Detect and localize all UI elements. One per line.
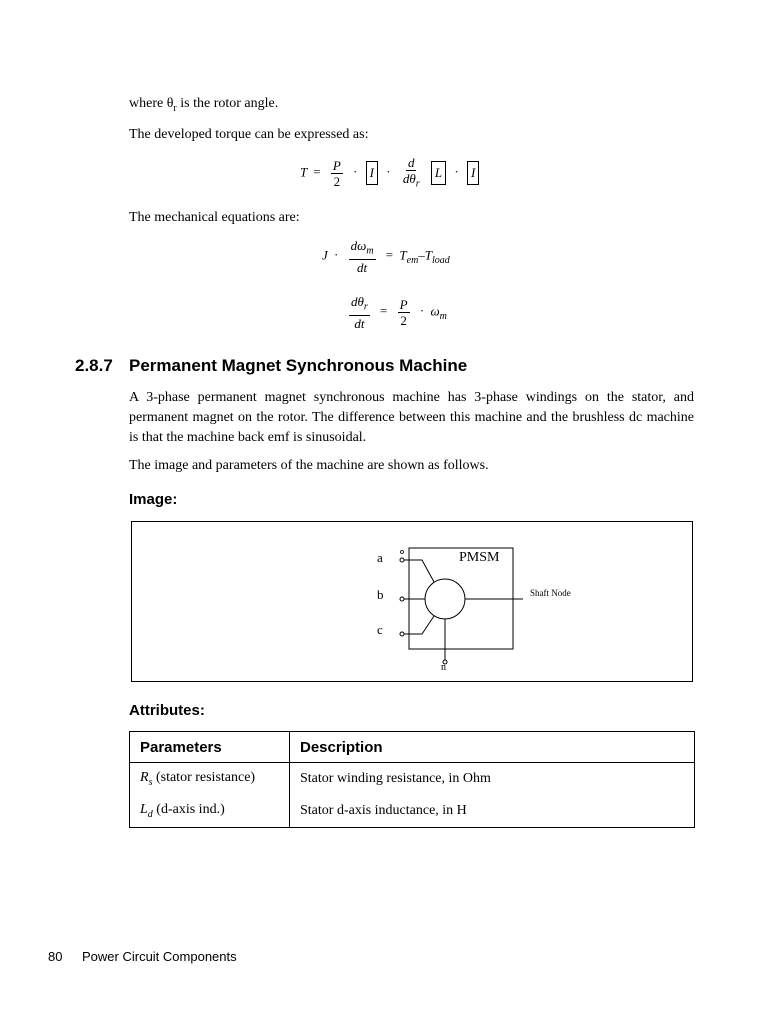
fraction-domega-dt (349, 238, 376, 275)
dtheta-sub: r (415, 178, 420, 190)
attributes-label: Attributes: (129, 702, 205, 719)
footer-page-number: 80 (48, 949, 63, 964)
where-prefix: where (129, 96, 167, 111)
param-cell (130, 763, 290, 796)
fraction-p-over-2 (398, 297, 410, 328)
header-parameters: Parameters (130, 732, 290, 763)
frac-den: dt (357, 259, 368, 275)
param-name: (d-axis ind.) (152, 802, 225, 818)
mechanical-intro: The mechanical equations are: (129, 210, 300, 225)
frac-num (349, 294, 370, 316)
rotor-angle-line (129, 94, 278, 119)
image-label: Image: (129, 491, 178, 508)
mechanical-equation-1 (322, 238, 450, 275)
t-em-sub: em (406, 254, 419, 266)
fraction-p-over-2 (331, 158, 343, 189)
param-name: (stator resistance) (152, 770, 256, 786)
frac-den: dt (354, 315, 365, 331)
header-description: Description (290, 732, 695, 763)
shaft-node-label: Shaft Node (530, 588, 571, 598)
frac-den: 2 (400, 312, 407, 328)
matrix-i-transpose: I (366, 161, 378, 185)
theta-subscript: r (173, 102, 177, 114)
desc-cell: Stator d-axis inductance, in H (290, 795, 695, 828)
fraction-d-dtheta (401, 155, 422, 192)
mult-dot: · (353, 164, 358, 180)
theta-symbol: θ (166, 96, 174, 111)
frac-den (401, 171, 422, 192)
desc-cell: Stator winding resistance, in Ohm (290, 763, 695, 796)
torque-intro: The developed torque can be expressed as: (129, 127, 369, 142)
frac-den: 2 (333, 173, 341, 189)
dtheta-sub: r (363, 301, 368, 313)
mult-dot: · (334, 247, 339, 263)
footer-title: Power Circuit Components (82, 949, 237, 964)
pmsm-diagram (132, 522, 692, 681)
frac-num (349, 238, 376, 260)
omega-sub: m (439, 310, 447, 322)
frac-num: P (332, 157, 341, 173)
inertia-j: J (322, 247, 328, 263)
section-paragraph-2: The image and parameters of the machine are shown as follows. (129, 458, 489, 473)
eq-equals: = (313, 164, 321, 180)
frac-num: d (407, 155, 415, 170)
torque-equation (300, 155, 481, 192)
pmsm-label: PMSM (459, 550, 500, 565)
domega: dω (350, 238, 367, 253)
param-symbol: R (140, 770, 149, 786)
matrix-l: L (431, 161, 446, 185)
domega-sub: m (366, 245, 374, 257)
fraction-dtheta-dt (349, 294, 370, 331)
terminal-c-label: c (377, 622, 383, 637)
terminal-a-dot (400, 558, 404, 562)
mult-dot: · (454, 164, 459, 180)
omega: ω (430, 303, 440, 319)
eq-equals: = (385, 247, 394, 263)
table-row (130, 763, 695, 796)
param-symbol-sub: d (147, 808, 153, 820)
mechanical-equation-2 (345, 294, 447, 331)
eq-equals: = (380, 303, 388, 319)
terminal-a-label: a (377, 550, 383, 565)
terminal-b-dot (400, 597, 404, 601)
table-header-row (130, 732, 695, 763)
where-suffix: is the rotor angle. (176, 96, 279, 111)
minus-sign: – (418, 247, 425, 263)
mult-dot: · (419, 303, 425, 319)
polarity-dot (401, 551, 404, 554)
matrix-i: I (467, 161, 479, 185)
attributes-table (129, 731, 695, 828)
rotor-circle (425, 579, 465, 619)
mult-dot: · (386, 164, 391, 180)
table-row (130, 795, 695, 828)
dtheta: dθ (402, 171, 416, 186)
section-title: Permanent Magnet Synchronous Machine (129, 356, 468, 375)
dtheta: dθ (351, 294, 364, 309)
t-em: T (399, 247, 407, 263)
t-load: T (424, 247, 433, 263)
section-paragraph-1: A 3-phase permanent magnet synchronous machine has 3-phase windings on the stator, and permanent magnet on the rotor. The difference between this machine and the brushless dc machine is that the machine back emf is sinusoidal. (129, 390, 694, 445)
terminal-n-label: n (441, 662, 446, 673)
frac-num: P (399, 296, 408, 312)
param-symbol-sub: s (148, 776, 153, 788)
terminal-b-label: b (377, 587, 384, 602)
eq-torque-lhs: T (300, 164, 307, 180)
t-load-sub: load (432, 254, 450, 266)
pmsm-image-box (131, 521, 693, 682)
section-number: 2.8.7 (75, 356, 113, 375)
param-symbol: L (140, 802, 148, 818)
param-cell (130, 795, 290, 828)
section-heading (75, 356, 467, 376)
terminal-c-dot (400, 632, 404, 636)
